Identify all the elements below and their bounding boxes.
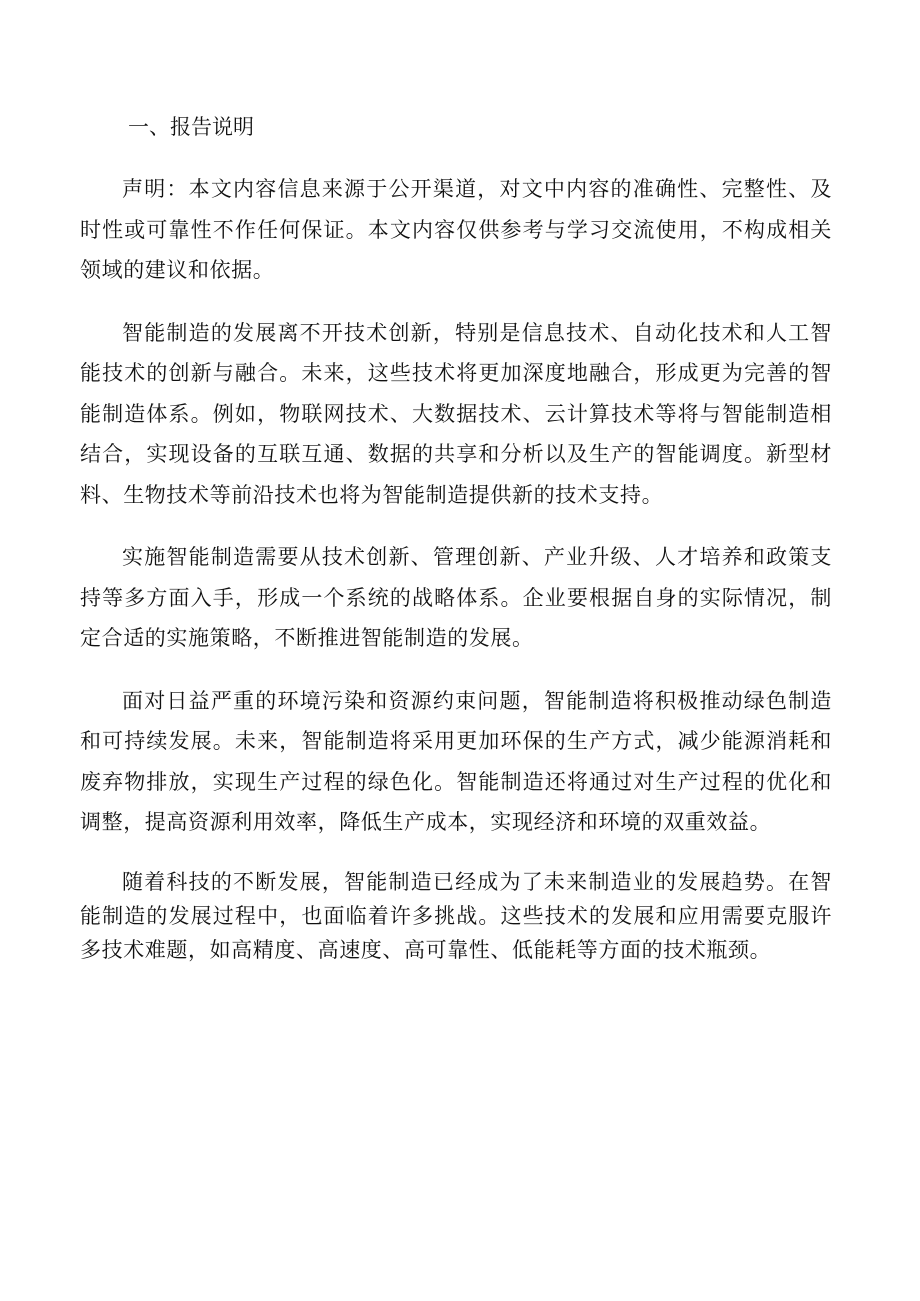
document-body [80,107,832,989]
paragraph-challenges: 随着科技的不断发展，智能制造已经成为了未来制造业的发展趋势。在智能制造的发展过程中，也面临着许多挑战。这些技术的发展和应用需要克服许多技术难题，如高精度、高速度、高可靠性、低能耗等方面的技术瓶颈。 [80,869,832,962]
paragraph-green-manufacturing: 面对日益严重的环境污染和资源约束问题，智能制造将积极推动绿色制造和可持续发展。未来，智能制造将采用更加环保的生产方式，减少能源消耗和废弃物排放，实现生产过程的绿色化。智能制造还将通过对生产过程的优化和调整，提高资源利用效率，降低生产成本，实现经济和环境的双重效益。 [80,688,832,834]
paragraph-implementation-strategy: 实施智能制造需要从技术创新、管理创新、产业升级、人才培养和政策支持等多方面入手，形成一个系统的战略体系。企业要根据自身的实际情况，制定合适的实施策略，不断推进智能制造的发展。 [80,545,832,650]
paragraph-disclaimer: 声明：本文内容信息来源于公开渠道，对文中内容的准确性、完整性、及时性或可靠性不作任何保证。本文内容仅供参考与学习交流使用，不构成相关领域的建议和依据。 [80,177,832,282]
paragraph-technology-innovation: 智能制造的发展离不开技术创新，特别是信息技术、自动化技术和人工智能技术的创新与融合。未来，这些技术将更加深度地融合，形成更为完善的智能制造体系。例如，物联网技术、大数据技术、云计算技术等将与智能制造相结合，实现设备的互联互通、数据的共享和分析以及生产的智能调度。新型材料、生物技术等前沿技术也将为智能制造提供新的技术支持。 [80,320,832,507]
section-heading: 一、报告说明 [128,115,254,139]
